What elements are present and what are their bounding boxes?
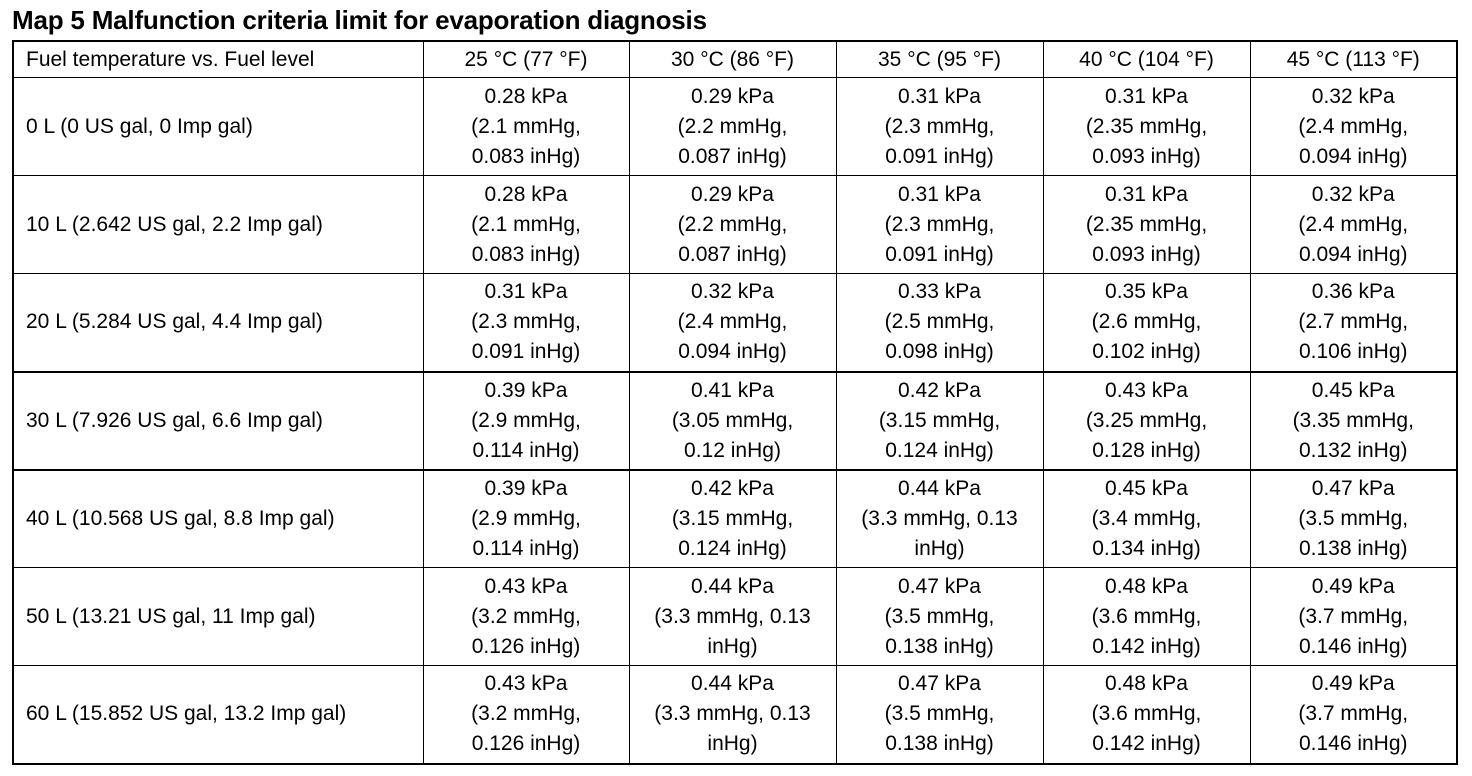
pressure-limit-cell — [1043, 274, 1250, 372]
fuel-level-cell: 10 L (2.642 US gal, 2.2 Imp gal) — [13, 176, 423, 274]
pressure-limit-cell — [1043, 176, 1250, 274]
table-body — [13, 78, 1457, 764]
pressure-value-line: 0.091 inHg) — [885, 242, 994, 266]
pressure-limit-cell — [629, 78, 836, 176]
pressure-value-line: (3.35 mmHg, — [1292, 408, 1414, 432]
pressure-value-line: 0.49 kPa — [1311, 672, 1395, 696]
pressure-value-line: 0.142 inHg) — [1092, 732, 1201, 756]
pressure-limit-cell — [836, 470, 1043, 568]
pressure-value-line: 0.48 kPa — [1105, 574, 1188, 598]
pressure-limit-cell — [836, 274, 1043, 372]
pressure-value-line: (2.2 mmHg, — [677, 114, 788, 138]
fuel-level-cell: 50 L (13.21 US gal, 11 Imp gal) — [13, 568, 423, 666]
pressure-limit-cell — [836, 568, 1043, 666]
table-row — [13, 666, 1457, 764]
table-row — [13, 568, 1457, 666]
pressure-limit-cell — [629, 666, 836, 764]
pressure-limit-cell — [1250, 666, 1457, 764]
pressure-value-line: (2.4 mmHg, — [677, 310, 788, 334]
pressure-value-line: 0.128 inHg) — [1092, 438, 1201, 462]
pressure-value-line: 0.29 kPa — [691, 182, 774, 206]
pressure-value-line: 0.29 kPa — [691, 84, 774, 108]
pressure-value-line: (3.15 mmHg, — [671, 506, 794, 530]
pressure-value-line: 0.48 kPa — [1105, 672, 1188, 696]
pressure-value-line: 0.126 inHg) — [471, 634, 581, 658]
pressure-value-line: 0.44 kPa — [898, 476, 981, 500]
pressure-value-line: (2.9 mmHg, — [471, 506, 581, 530]
pressure-limit-cell — [1250, 470, 1457, 568]
pressure-value-line: 0.094 inHg) — [1298, 242, 1408, 266]
pressure-value-line: (3.05 mmHg, — [671, 408, 794, 432]
pressure-limit-cell — [836, 372, 1043, 470]
pressure-value-line: (3.5 mmHg, — [884, 604, 995, 628]
column-header: 30 °C (86 °F) — [629, 41, 836, 78]
corner-header: Fuel temperature vs. Fuel level — [13, 41, 423, 78]
pressure-value-line: 0.091 inHg) — [885, 144, 994, 168]
pressure-value-line: 0.094 inHg) — [678, 340, 787, 364]
fuel-level-cell: 40 L (10.568 US gal, 8.8 Imp gal) — [13, 470, 423, 568]
pressure-value-line: 0.49 kPa — [1311, 574, 1395, 598]
pressure-value-line: 0.114 inHg) — [472, 438, 580, 462]
pressure-value-line: 0.31 kPa — [1105, 84, 1188, 108]
pressure-limit-cell — [423, 666, 629, 764]
table-row — [13, 176, 1457, 274]
pressure-value-line: 0.126 inHg) — [471, 732, 581, 756]
pressure-value-line: 0.083 inHg) — [471, 144, 581, 168]
pressure-value-line: 0.44 kPa — [691, 574, 774, 598]
pressure-value-line: 0.146 inHg) — [1298, 634, 1408, 658]
table-row — [13, 372, 1457, 470]
pressure-value-line: 0.32 kPa — [1311, 182, 1395, 206]
pressure-value-line: (2.1 mmHg, — [471, 114, 581, 138]
pressure-value-line: (3.25 mmHg, — [1085, 408, 1208, 432]
table-header-row — [13, 41, 1457, 78]
pressure-value-line: (3.6 mmHg, — [1091, 604, 1202, 628]
pressure-value-line: 0.087 inHg) — [678, 242, 787, 266]
pressure-limit-cell — [629, 568, 836, 666]
pressure-value-line: 0.31 kPa — [898, 84, 981, 108]
pressure-value-line: 0.083 inHg) — [471, 242, 581, 266]
pressure-limit-cell — [1250, 568, 1457, 666]
pressure-limit-cell — [1043, 568, 1250, 666]
table-row — [13, 274, 1457, 372]
table-row — [13, 78, 1457, 176]
fuel-level-cell: 0 L (0 US gal, 0 Imp gal) — [13, 78, 423, 176]
pressure-limit-cell — [1043, 78, 1250, 176]
pressure-value-line: (2.7 mmHg, — [1298, 310, 1409, 334]
pressure-limit-cell — [423, 372, 629, 470]
pressure-value-line: (2.4 mmHg, — [1298, 212, 1409, 236]
pressure-limit-cell — [1043, 372, 1250, 470]
pressure-value-line: 0.087 inHg) — [678, 144, 787, 168]
pressure-value-line: 0.093 inHg) — [1092, 144, 1201, 168]
pressure-limit-cell — [629, 176, 836, 274]
fuel-level-cell: 20 L (5.284 US gal, 4.4 Imp gal) — [13, 274, 423, 372]
pressure-value-line: 0.12 inHg) — [684, 438, 781, 462]
pressure-value-line: (2.3 mmHg, — [471, 310, 581, 334]
pressure-value-line: 0.47 kPa — [1311, 476, 1395, 500]
pressure-value-line: 0.33 kPa — [898, 280, 981, 304]
pressure-value-line: 0.106 inHg) — [1298, 340, 1408, 364]
pressure-limit-cell — [1043, 666, 1250, 764]
pressure-value-line: 0.091 inHg) — [471, 340, 581, 364]
pressure-value-line: 0.098 inHg) — [885, 340, 994, 364]
pressure-value-line: 0.35 kPa — [1105, 280, 1188, 304]
pressure-value-line: (2.5 mmHg, — [884, 310, 995, 334]
column-header: 25 °C (77 °F) — [423, 41, 629, 78]
pressure-value-line: 0.138 inHg) — [1298, 536, 1408, 560]
pressure-limit-cell — [1250, 372, 1457, 470]
pressure-value-line: (2.6 mmHg, — [1091, 310, 1202, 334]
pressure-value-line: 0.102 inHg) — [1092, 340, 1201, 364]
column-header: 45 °C (113 °F) — [1250, 41, 1457, 78]
pressure-value-line: (3.5 mmHg, — [1298, 506, 1409, 530]
pressure-value-line: 0.47 kPa — [898, 574, 981, 598]
pressure-value-line: (2.2 mmHg, — [677, 212, 788, 236]
pressure-value-line: (3.2 mmHg, — [471, 702, 581, 726]
pressure-limit-cell — [423, 176, 629, 274]
pressure-limit-cell — [836, 78, 1043, 176]
pressure-value-line: (2.35 mmHg, — [1085, 212, 1208, 236]
pressure-value-line: (3.4 mmHg, — [1091, 506, 1202, 530]
pressure-value-line: 0.28 kPa — [484, 84, 568, 108]
pressure-value-line: (3.3 mmHg, 0.13 — [861, 506, 1018, 530]
table-row — [13, 470, 1457, 568]
malfunction-criteria-table — [12, 40, 1458, 765]
page-title: Map 5 Malfunction criteria limit for evaporation diagnosis — [12, 5, 707, 35]
pressure-value-line: 0.31 kPa — [898, 182, 981, 206]
pressure-limit-cell — [1250, 176, 1457, 274]
pressure-limit-cell — [1250, 78, 1457, 176]
pressure-value-line: 0.43 kPa — [1105, 378, 1188, 402]
pressure-value-line: (3.6 mmHg, — [1091, 702, 1202, 726]
pressure-limit-cell — [423, 470, 629, 568]
pressure-limit-cell — [629, 372, 836, 470]
pressure-value-line: (3.3 mmHg, 0.13 — [654, 604, 811, 628]
pressure-limit-cell — [423, 274, 629, 372]
pressure-value-line: 0.124 inHg) — [885, 438, 994, 462]
pressure-value-line: 0.31 kPa — [484, 280, 568, 304]
pressure-value-line: 0.114 inHg) — [472, 536, 580, 560]
pressure-limit-cell — [836, 176, 1043, 274]
pressure-value-line: (2.4 mmHg, — [1298, 114, 1409, 138]
pressure-value-line: 0.39 kPa — [484, 476, 568, 500]
pressure-value-line: (2.9 mmHg, — [471, 408, 581, 432]
pressure-limit-cell — [423, 568, 629, 666]
pressure-value-line: (2.35 mmHg, — [1085, 114, 1208, 138]
pressure-value-line: (2.3 mmHg, — [884, 212, 995, 236]
pressure-value-line: 0.43 kPa — [484, 672, 568, 696]
pressure-limit-cell — [629, 470, 836, 568]
pressure-value-line: 0.45 kPa — [1311, 378, 1395, 402]
pressure-value-line: 0.32 kPa — [1311, 84, 1395, 108]
fuel-level-cell: 30 L (7.926 US gal, 6.6 Imp gal) — [13, 372, 423, 470]
pressure-value-line: 0.36 kPa — [1311, 280, 1395, 304]
pressure-value-line: (3.3 mmHg, 0.13 — [654, 702, 811, 726]
pressure-value-line: (2.1 mmHg, — [471, 212, 581, 236]
pressure-value-line: 0.134 inHg) — [1092, 536, 1201, 560]
pressure-value-line: 0.093 inHg) — [1092, 242, 1201, 266]
pressure-value-line: 0.31 kPa — [1105, 182, 1188, 206]
pressure-limit-cell — [423, 78, 629, 176]
pressure-value-line: 0.146 inHg) — [1298, 732, 1408, 756]
pressure-value-line: 0.142 inHg) — [1092, 634, 1201, 658]
pressure-value-line: 0.132 inHg) — [1298, 438, 1408, 462]
pressure-value-line: (3.2 mmHg, — [471, 604, 581, 628]
pressure-value-line: 0.094 inHg) — [1298, 144, 1408, 168]
pressure-limit-cell — [836, 666, 1043, 764]
pressure-value-line: 0.138 inHg) — [885, 634, 994, 658]
pressure-value-line: (3.7 mmHg, — [1298, 702, 1409, 726]
pressure-limit-cell — [1043, 470, 1250, 568]
pressure-limit-cell — [629, 274, 836, 372]
fuel-level-cell: 60 L (15.852 US gal, 13.2 Imp gal) — [13, 666, 423, 764]
pressure-value-line: (3.5 mmHg, — [884, 702, 995, 726]
pressure-value-line: 0.138 inHg) — [885, 732, 994, 756]
pressure-value-line: (2.3 mmHg, — [884, 114, 995, 138]
pressure-value-line: 0.28 kPa — [484, 182, 568, 206]
pressure-value-line: 0.45 kPa — [1105, 476, 1188, 500]
pressure-value-line: inHg) — [707, 732, 758, 756]
pressure-limit-cell — [1250, 274, 1457, 372]
pressure-value-line: 0.32 kPa — [691, 280, 774, 304]
pressure-value-line: (3.15 mmHg, — [878, 408, 1001, 432]
pressure-value-line: inHg) — [914, 536, 965, 560]
pressure-value-line: 0.43 kPa — [484, 574, 568, 598]
pressure-value-line: 0.47 kPa — [898, 672, 981, 696]
pressure-value-line: inHg) — [707, 634, 758, 658]
pressure-value-line: 0.42 kPa — [898, 378, 981, 402]
pressure-value-line: 0.124 inHg) — [678, 536, 787, 560]
column-header: 35 °C (95 °F) — [836, 41, 1043, 78]
pressure-value-line: 0.39 kPa — [484, 378, 568, 402]
pressure-value-line: 0.44 kPa — [691, 672, 774, 696]
pressure-value-line: 0.42 kPa — [691, 476, 774, 500]
pressure-value-line: 0.41 kPa — [691, 378, 774, 402]
column-header: 40 °C (104 °F) — [1043, 41, 1250, 78]
pressure-value-line: (3.7 mmHg, — [1298, 604, 1409, 628]
